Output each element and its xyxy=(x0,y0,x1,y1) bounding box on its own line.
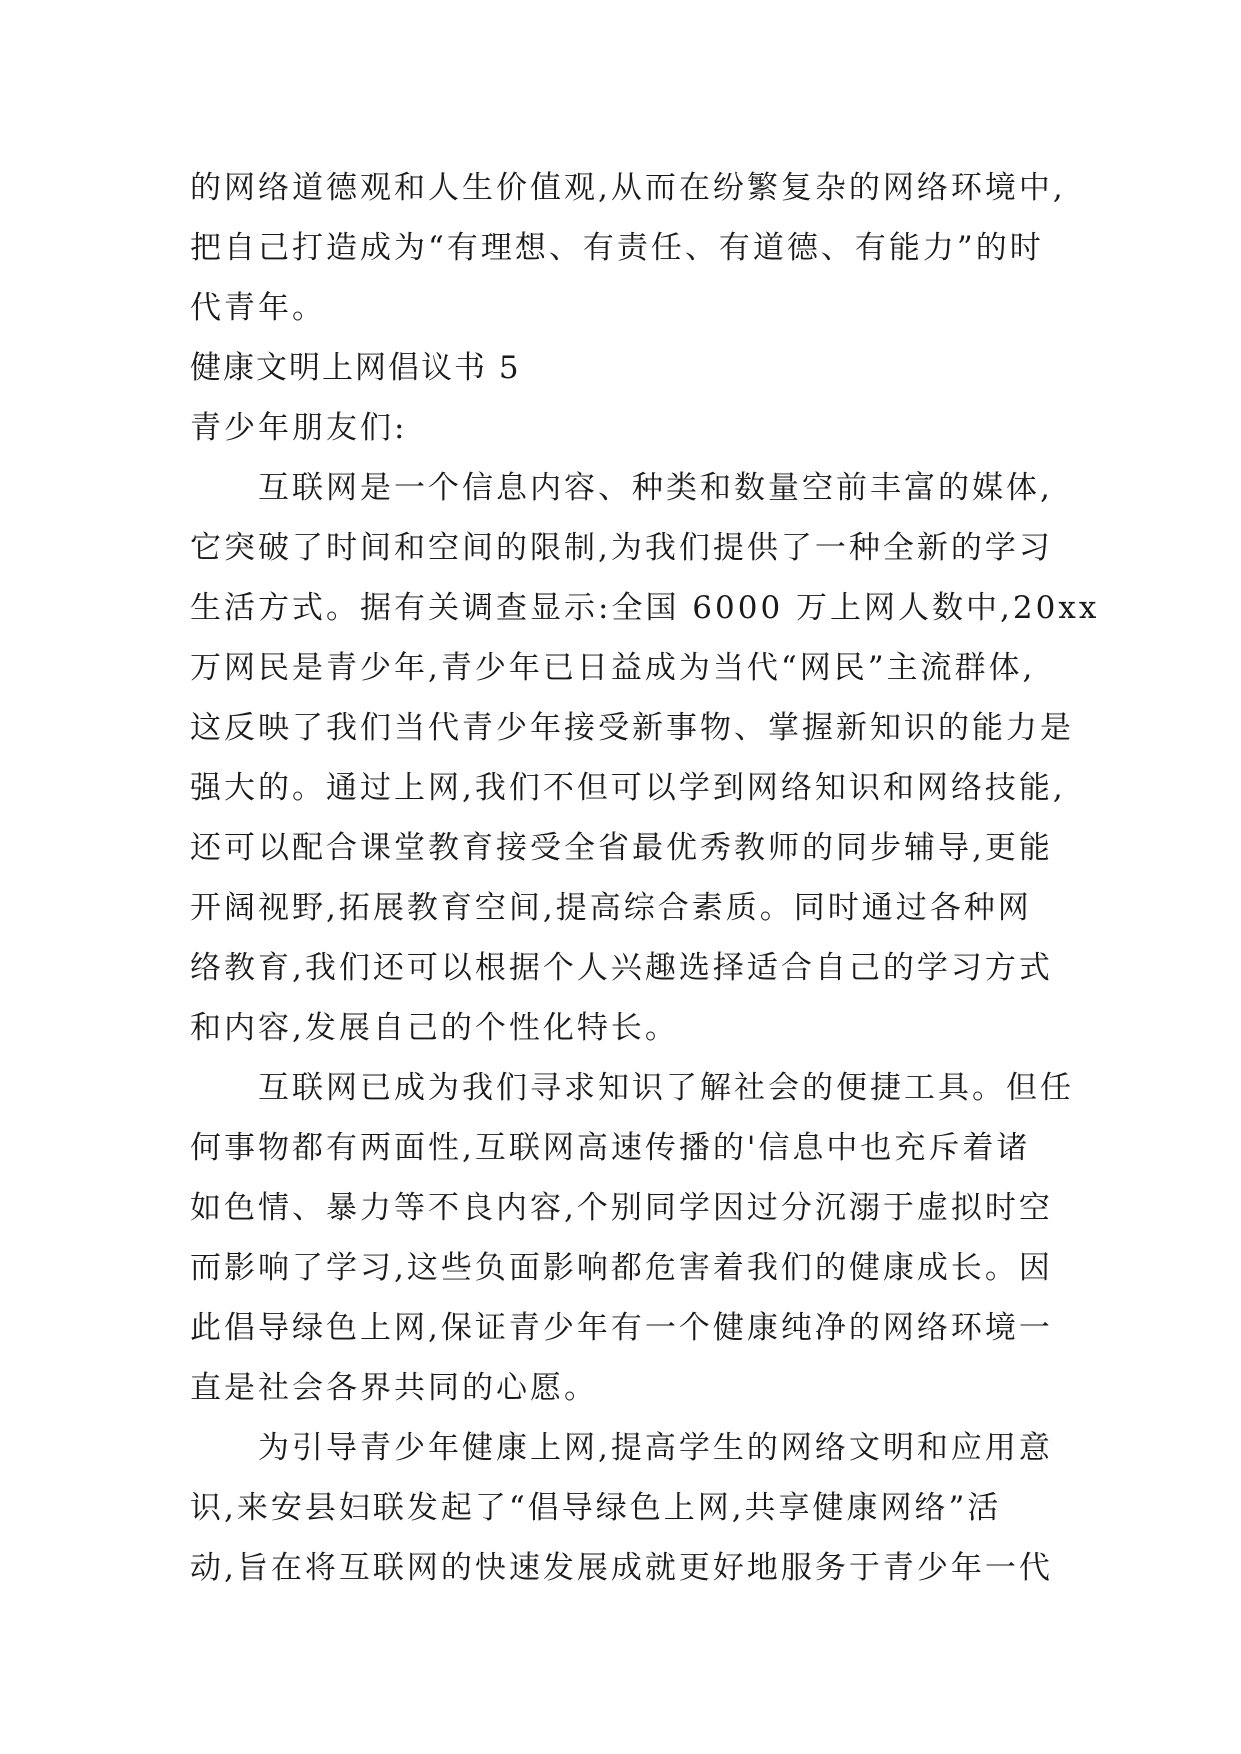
intro-line-3: 代青年。 xyxy=(190,290,326,326)
paragraph-3-line-1: 为引导青少年健康上网,提高学生的网络文明和应用意 xyxy=(258,1430,1053,1466)
paragraph-2-line-5: 此倡导绿色上网,保证青少年有一个健康纯净的网络环境一 xyxy=(190,1310,1053,1346)
paragraph-2-line-2: 何事物都有两面性,互联网高速传播的'信息中也充斥着诸 xyxy=(190,1130,1031,1166)
document-page xyxy=(190,158,1100,1598)
intro-line-1: 的网络道德观和人生价值观,从而在纷繁复杂的网络环境中, xyxy=(190,170,1066,206)
paragraph-2-line-1: 互联网已成为我们寻求知识了解社会的便捷工具。但任 xyxy=(258,1070,1074,1106)
paragraph-1-line-6: 强大的。通过上网,我们不但可以学到网络知识和网络技能, xyxy=(190,770,1066,806)
paragraph-1-line-4: 万网民是青少年,青少年已日益成为当代“网民”主流群体, xyxy=(190,650,1036,686)
paragraph-1-line-2: 它突破了时间和空间的限制,为我们提供了一种全新的学习 xyxy=(190,530,1053,566)
paragraph-1-line-3: 生活方式。据有关调查显示:全国 6000 万上网人数中,20xx xyxy=(190,590,1100,626)
paragraph-2-line-6: 直是社会各界共同的心愿。 xyxy=(190,1370,598,1406)
paragraph-1-line-9: 络教育,我们还可以根据个人兴趣选择适合自己的学习方式 xyxy=(190,950,1053,986)
paragraph-3-line-3: 动,旨在将互联网的快速发展成就更好地服务于青少年一代 xyxy=(190,1550,1053,1586)
section-title: 健康文明上网倡议书 5 xyxy=(190,350,521,386)
salutation: 青少年朋友们: xyxy=(190,410,408,446)
paragraph-1-line-5: 这反映了我们当代青少年接受新事物、掌握新知识的能力是 xyxy=(190,710,1074,746)
paragraph-2-line-4: 而影响了学习,这些负面影响都危害着我们的健康成长。因 xyxy=(190,1250,1053,1286)
paragraph-3-line-2: 识,来安县妇联发起了“倡导绿色上网,共享健康网络”活 xyxy=(190,1490,1002,1526)
paragraph-2-line-3: 如色情、暴力等不良内容,个别同学因过分沉溺于虚拟时空 xyxy=(190,1190,1053,1226)
paragraph-1-line-1: 互联网是一个信息内容、种类和数量空前丰富的媒体, xyxy=(258,470,1053,506)
paragraph-1-line-7: 还可以配合课堂教育接受全省最优秀教师的同步辅导,更能 xyxy=(190,830,1053,866)
paragraph-1-line-10: 和内容,发展自己的个性化特长。 xyxy=(190,1010,679,1046)
paragraph-1-line-8: 开阔视野,拓展教育空间,提高综合素质。同时通过各种网 xyxy=(190,890,1032,926)
intro-line-2: 把自己打造成为“有理想、有责任、有道德、有能力”的时 xyxy=(190,230,1044,266)
